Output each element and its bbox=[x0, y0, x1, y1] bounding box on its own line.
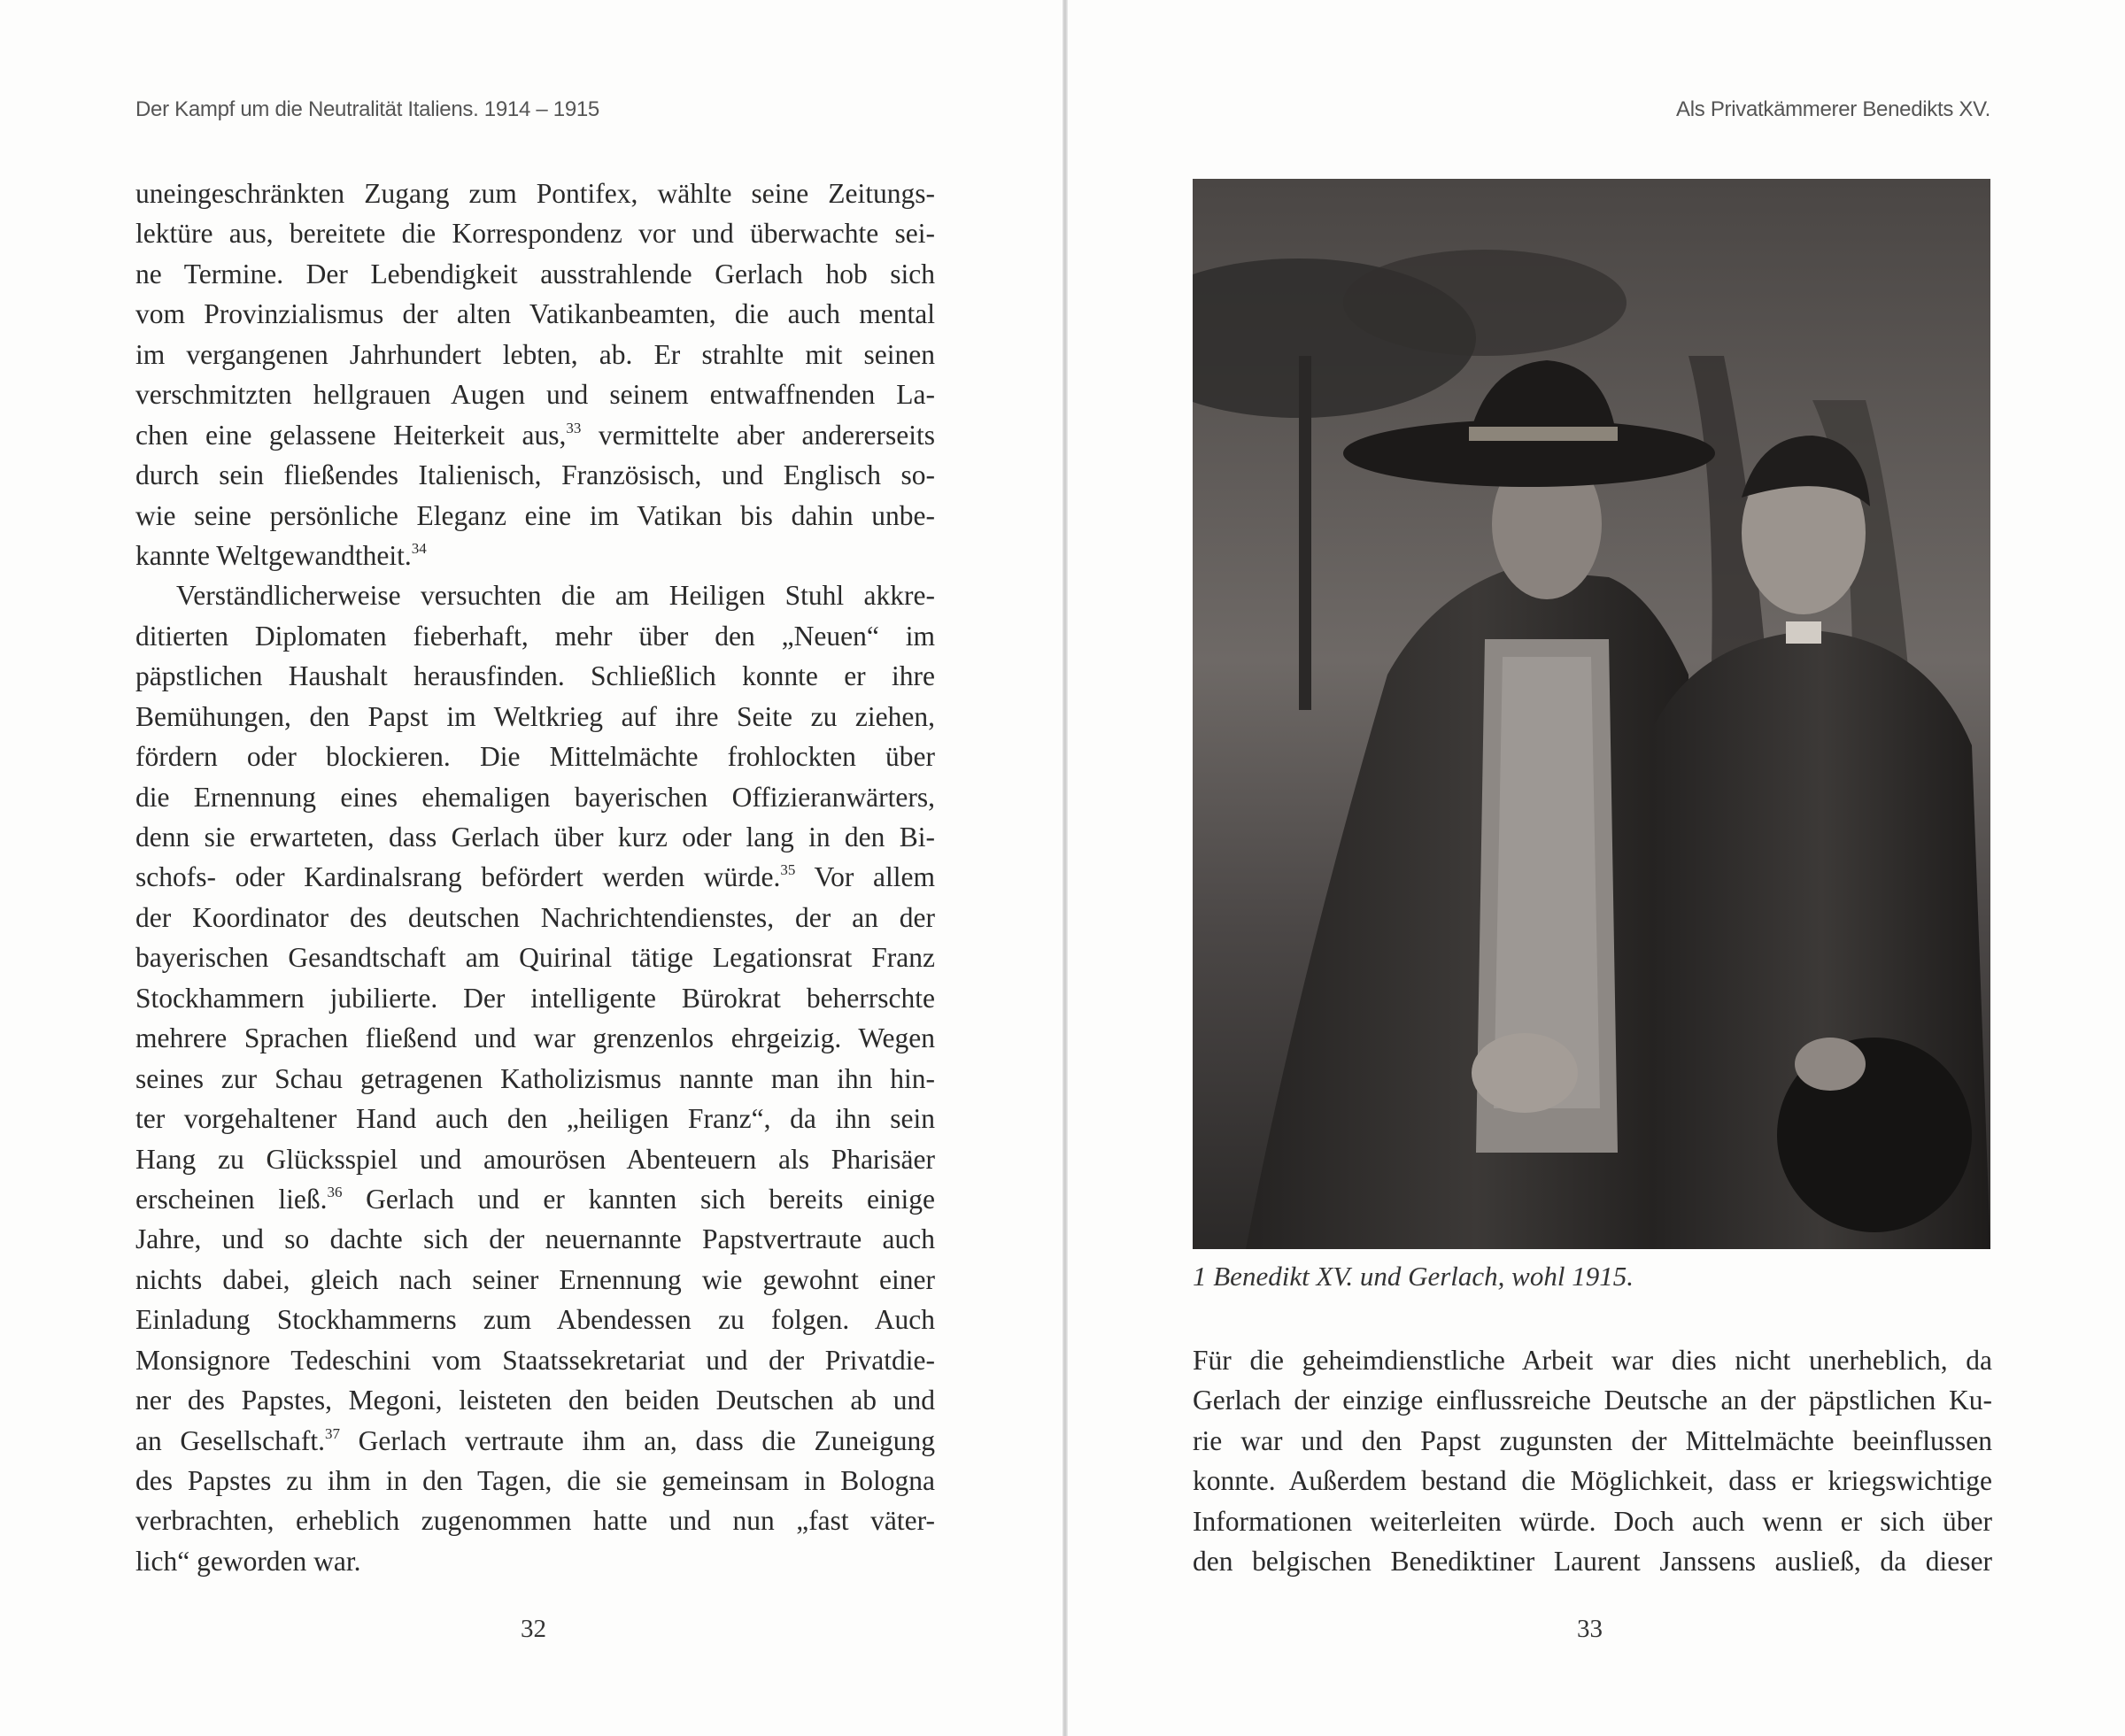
body-text-left bbox=[135, 174, 935, 1581]
text-segment: seines zur Schau getragenen Katholizismus nannte man ihn hin- bbox=[135, 1062, 935, 1094]
text-line bbox=[135, 1501, 935, 1540]
footnote-ref[interactable]: 37 bbox=[324, 1424, 340, 1442]
text-line bbox=[135, 455, 935, 495]
text-segment: konnte. Außerdem bestand die Möglichkeit, dass er kriegswichtige bbox=[1193, 1465, 1992, 1497]
text-segment: im vergangenen Jahrhundert lebten, ab. Er strahlte mit seinen bbox=[135, 338, 935, 370]
text-segment: des Papstes zu ihm in den Tagen, die sie gemeinsam in Bologna bbox=[135, 1465, 935, 1496]
text-segment: den belgischen Benediktiner Laurent Janssens ausließ, da dieser bbox=[1193, 1546, 1992, 1578]
text-line bbox=[135, 1099, 935, 1138]
text-line bbox=[135, 898, 935, 937]
text-line bbox=[135, 1260, 935, 1300]
text-segment: durch sein fließendes Italienisch, Französisch, und Englisch so- bbox=[135, 459, 935, 491]
text-line bbox=[135, 1421, 935, 1461]
text-line bbox=[135, 536, 935, 575]
text-segment: ne Termine. Der Lebendigkeit ausstrahlende Gerlach hob sich bbox=[135, 258, 935, 289]
text-segment: Bemühungen, den Papst im Weltkrieg auf ihre Seite zu ziehen, bbox=[135, 700, 935, 732]
text-segment: ter vorgehaltener Hand auch den „heiligen Franz“, da ihn sein bbox=[135, 1103, 935, 1135]
text-segment: Gerlach und er kannten sich bereits einige bbox=[342, 1183, 935, 1215]
text-line bbox=[135, 1380, 935, 1420]
text-segment: kannte Weltgewandtheit. bbox=[135, 539, 412, 571]
text-line bbox=[135, 1179, 935, 1219]
text-line bbox=[135, 737, 935, 776]
text-line bbox=[135, 1461, 935, 1501]
text-line bbox=[135, 1139, 935, 1179]
text-segment: wie seine persönliche Eleganz eine im Vatikan bis dahin unbe- bbox=[135, 499, 935, 531]
text-segment: Für die geheimdienstliche Arbeit war dies nicht unerheblich, da bbox=[1193, 1345, 1992, 1376]
text-line bbox=[1193, 1421, 1992, 1461]
portrait-photograph bbox=[1193, 179, 1990, 1249]
text-line bbox=[135, 1300, 935, 1339]
text-line bbox=[135, 978, 935, 1018]
text-line bbox=[1193, 1461, 1992, 1501]
text-line bbox=[135, 254, 935, 294]
text-line bbox=[135, 777, 935, 817]
text-segment: päpstlichen Haushalt herausfinden. Schließlich konnte er ihre bbox=[135, 660, 935, 692]
text-line bbox=[1193, 1501, 1992, 1541]
text-segment: vermittelte aber andererseits bbox=[581, 419, 935, 451]
text-segment: an Gesellschaft. bbox=[135, 1424, 325, 1456]
footnote-ref[interactable]: 36 bbox=[327, 1183, 343, 1200]
text-segment: nichts dabei, gleich nach seiner Ernennung wie gewohnt einer bbox=[135, 1263, 935, 1295]
text-line bbox=[135, 1059, 935, 1099]
text-segment: lektüre aus, bereitete die Korrespondenz vor und überwachte sei- bbox=[135, 218, 935, 250]
text-segment: Verständlicherweise versuchten die am Heiligen Stuhl akkre- bbox=[176, 580, 935, 612]
text-line bbox=[135, 817, 935, 857]
footnote-ref[interactable]: 33 bbox=[566, 419, 582, 436]
text-segment: der Koordinator des deutschen Nachrichtendienstes, der an der bbox=[135, 901, 935, 933]
text-line bbox=[135, 415, 935, 455]
text-line bbox=[135, 697, 935, 737]
footnote-ref[interactable]: 35 bbox=[780, 861, 796, 879]
text-segment: ditierten Diplomaten fieberhaft, mehr über den „Neuen“ im bbox=[135, 620, 935, 652]
text-line bbox=[135, 1340, 935, 1380]
text-segment: schofs- oder Kardinalsrang befördert werden würde. bbox=[135, 861, 781, 893]
text-segment: erscheinen ließ. bbox=[135, 1183, 328, 1215]
text-segment: Vor allem bbox=[795, 861, 935, 893]
text-segment: chen eine gelassene Heiterkeit aus, bbox=[135, 419, 567, 451]
text-segment: Hang zu Glücksspiel und amourösen Abenteuern als Pharisäer bbox=[135, 1143, 935, 1175]
running-head-right: Als Privatkämmerer Benedikts XV. bbox=[1676, 97, 1990, 121]
text-segment: vom Provinzialismus der alten Vatikanbeamten, die auch mental bbox=[135, 298, 935, 330]
text-line bbox=[135, 1018, 935, 1058]
text-line bbox=[1193, 1340, 1992, 1380]
right-page bbox=[1068, 0, 2125, 1736]
text-segment: Stockhammern jubilierte. Der intelligente Bürokrat beherrschte bbox=[135, 982, 935, 1014]
text-line bbox=[135, 1219, 935, 1259]
text-segment: fördern oder blockieren. Die Mittelmächte frohlockten über bbox=[135, 741, 935, 773]
text-line bbox=[1193, 1541, 1992, 1581]
text-line bbox=[135, 1541, 935, 1581]
text-segment: Gerlach vertraute ihm an, dass die Zuneigung bbox=[339, 1424, 935, 1456]
running-head-left: Der Kampf um die Neutralität Italiens. 1914 – 1915 bbox=[135, 97, 599, 121]
text-segment: Einladung Stockhammerns zum Abendessen zu folgen. Auch bbox=[135, 1304, 935, 1336]
text-line bbox=[135, 294, 935, 334]
left-page bbox=[0, 0, 1062, 1736]
page-number-right: 33 bbox=[1577, 1615, 1603, 1643]
text-line bbox=[135, 575, 935, 615]
text-segment: die Ernennung eines ehemaligen bayerischen Offizieranwärters, bbox=[135, 781, 935, 813]
text-segment: Jahre, und so dachte sich der neuernannte Papstvertraute auch bbox=[135, 1223, 935, 1255]
text-line bbox=[135, 616, 935, 656]
text-segment: Gerlach der einzige einflussreiche Deutsche an der päpstlichen Ku- bbox=[1193, 1385, 1992, 1416]
figure-photo bbox=[1193, 179, 1990, 1249]
text-line bbox=[135, 213, 935, 253]
footnote-ref[interactable]: 34 bbox=[411, 539, 427, 557]
text-segment: verschmitzten hellgrauen Augen und seinem entwaffnenden La- bbox=[135, 379, 935, 411]
text-segment: lich“ geworden war. bbox=[135, 1545, 361, 1577]
text-line bbox=[135, 857, 935, 897]
text-segment: mehrere Sprachen fließend und war grenzenlos ehrgeizig. Wegen bbox=[135, 1022, 935, 1054]
text-segment: verbrachten, erheblich zugenommen hatte und nun „fast väter- bbox=[135, 1505, 935, 1537]
text-segment: bayerischen Gesandtschaft am Quirinal tätige Legationsrat Franz bbox=[135, 942, 935, 974]
text-segment: rie war und den Papst zugunsten der Mittelmächte beeinflussen bbox=[1193, 1424, 1992, 1456]
text-line bbox=[135, 374, 935, 414]
figure-caption: 1 Benedikt XV. und Gerlach, wohl 1915. bbox=[1193, 1261, 1634, 1292]
text-segment: ner des Papstes, Megoni, leisteten den beiden Deutschen ab und bbox=[135, 1385, 935, 1416]
text-segment: denn sie erwarteten, dass Gerlach über kurz oder lang in den Bi- bbox=[135, 822, 935, 853]
text-line bbox=[135, 335, 935, 374]
text-segment: uneingeschränkten Zugang zum Pontifex, wählte seine Zeitungs- bbox=[135, 178, 935, 209]
text-line bbox=[135, 496, 935, 536]
page-number-left: 32 bbox=[521, 1615, 546, 1643]
text-line bbox=[135, 174, 935, 213]
body-text-right bbox=[1193, 1340, 1992, 1582]
text-line bbox=[135, 656, 935, 696]
text-line bbox=[135, 937, 935, 977]
text-segment: Monsignore Tedeschini vom Staatssekretariat und der Privatdie- bbox=[135, 1344, 935, 1376]
text-line bbox=[1193, 1380, 1992, 1420]
text-segment: Informationen weiterleiten würde. Doch auch wenn er sich über bbox=[1193, 1505, 1992, 1537]
